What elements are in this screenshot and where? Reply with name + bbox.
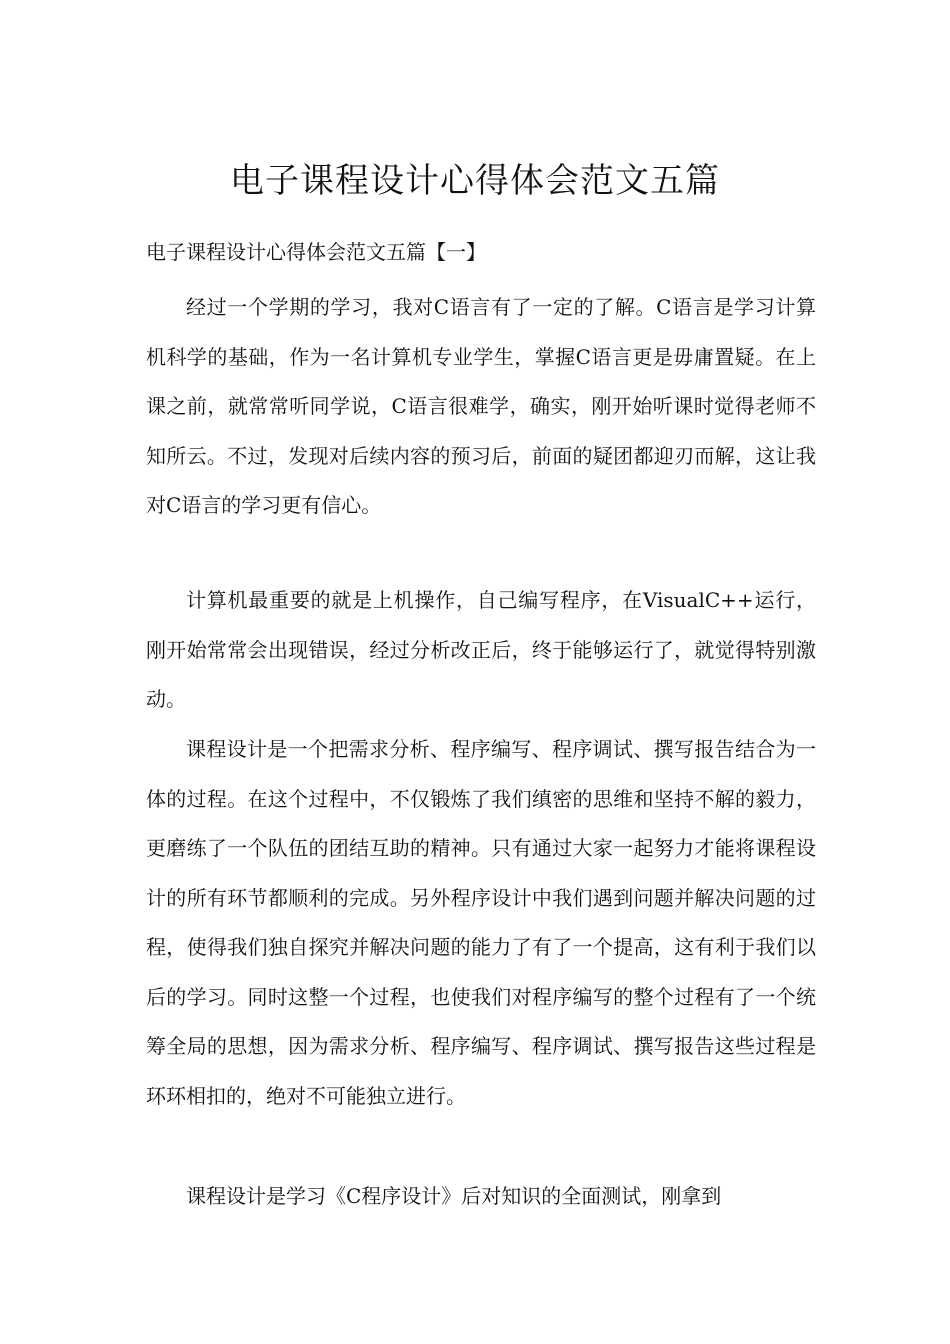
paragraph: 计算机最重要的就是上机操作，自己编写程序，在VisualC++运行，刚开始常常会出现错误，经过分析改正后，终于能够运行了，就觉得特别激动。 xyxy=(146,588,816,711)
paragraph: 课程设计是学习《C程序设计》后对知识的全面测试，刚拿到 xyxy=(186,1184,722,1208)
paragraph: 课程设计是一个把需求分析、程序编写、程序调试、撰写报告结合为一体的过程。在这个过程中，不仅锻炼了我们缜密的思维和坚持不解的毅力，更磨练了一个队伍的团结互助的精神。只有通过大家一起努力才能将课程设计的所有环节都顺利的完成。另外程序设计中我们遇到问题并解决问题的过程，使得我们独自探究并解决问题的能力了有了一个提高，这有利于我们以后的学习。同时这整一个过程，也使我们对程序编写的整个过程有了一个统筹全局的思想，因为需求分析、程序编写、程序调试、撰写报告这些过程是环环相扣的，绝对不可能独立进行。 xyxy=(146,737,816,1108)
section-heading: 电子课程设计心得体会范文五篇【一】 xyxy=(146,240,486,264)
paragraph: 经过一个学期的学习，我对C语言有了一定的了解。C语言是学习计算机科学的基础，作为一名计算机专业学生，掌握C语言更是毋庸置疑。在上课之前，就常常听同学说，C语言很难学，确实，刚开始听课时觉得老师不知所云。不过，发现对后续内容的预习后，前面的疑团都迎刃而解，这让我对C语言的学习更有信心。 xyxy=(146,295,816,517)
document-title: 电子课程设计心得体会范文五篇 xyxy=(230,160,720,201)
